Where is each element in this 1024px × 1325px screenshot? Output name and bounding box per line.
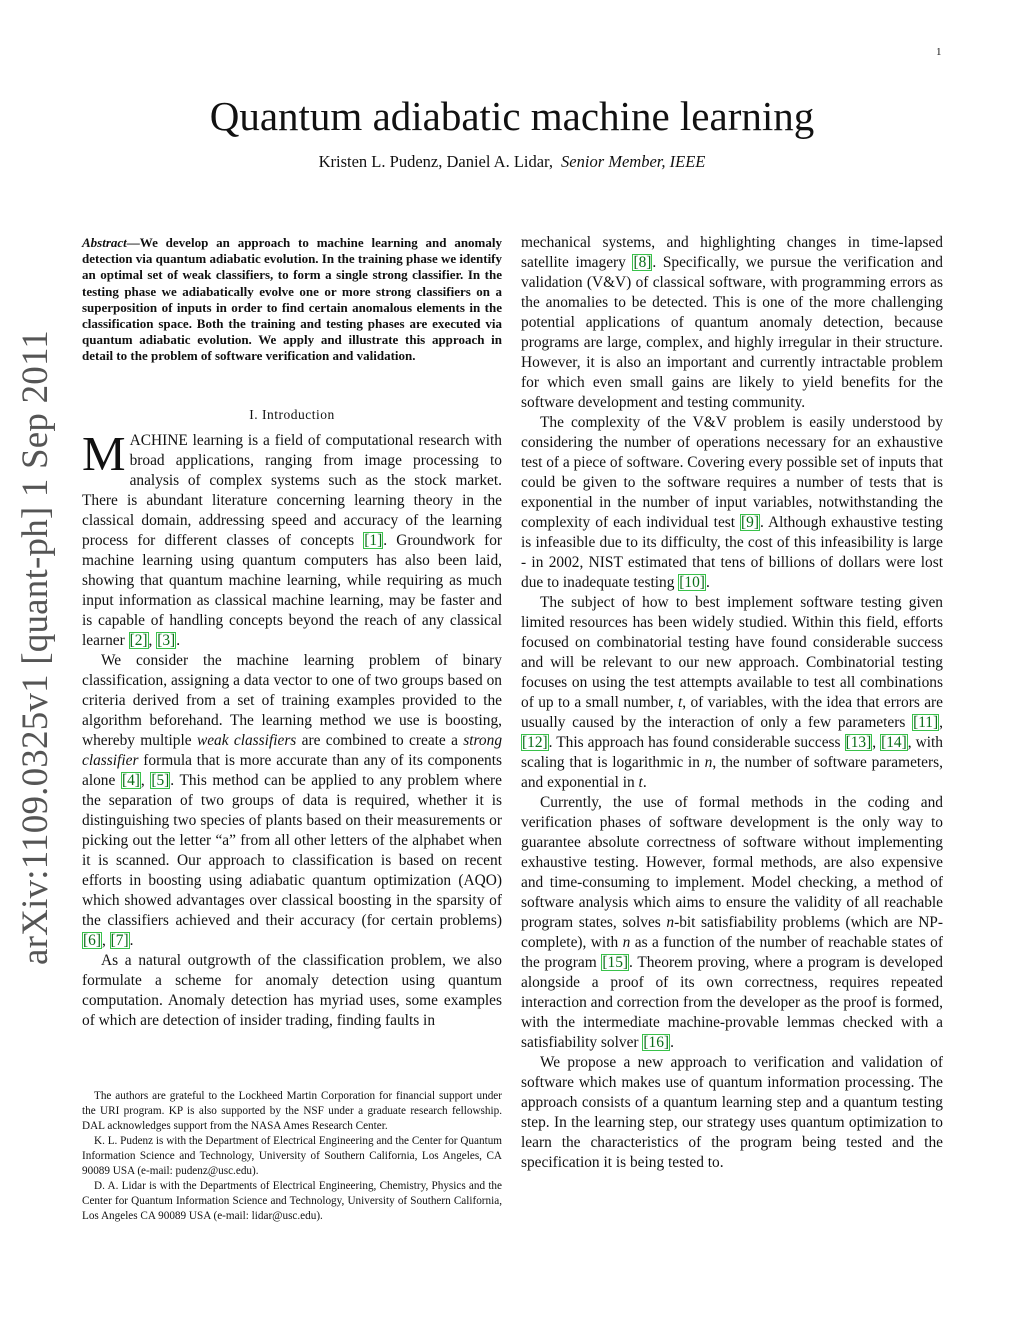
text-run: , the number of software parameters, and exponential in [521,754,943,791]
paper-title: Quantum adiabatic machine learning [209,93,815,139]
text-run: . This method can be applied to any problem where the separation of two groups of data is required, whether it is distinguishing two species of plants based on their measurements or picking out the letter “a” from all other letters of the alphabet when it is scanned. Our approach to classification is based on recent efforts in boosting using adiabatic quantum optimization (AQO) which showed advantages over classical boosting in the sparsity of the classifiers achieved and their accuracy (for certain problems) [82,771,502,929]
citation-link[interactable]: [2] [129,631,148,649]
text-run: We consider the machine learning problem of binary classification, assigning a data vector to one of two groups based on criteria derived from a set of training examples provided to the algorithm beforehand. The learning method we use is boosting, whereby multiple [82,651,502,749]
abstract-text: —We develop an approach to machine learning and anomaly detection via quantum adiabatic evolution. In the training phase we identify an optimal set of weak classifiers, to form a single strong classifier. In the testing phase we adiabatically evolve one or more strong classifiers on a superposition of inputs in order to find certain anomalous elements in the classification space. Both the training and testing phases are executed via quantum adiabatic evolution. We apply and illustrate this approach in detail to the problem of software verification and validation. [82,235,503,364]
math-symbol: t [638,774,643,791]
text-run: , [939,714,943,731]
text-run: , [101,931,110,949]
right-paragraph-3 [521,593,943,793]
text-run: -bit satisfiability problems (which are NP-complete), with [521,914,943,951]
text-run: . [129,931,134,949]
section-heading-introduction: I. Introduction [249,406,335,422]
dropcap: M [82,425,126,481]
abstract-label: Abstract [82,235,127,250]
left-column [82,235,502,1031]
citation-link[interactable]: [4] [121,771,140,789]
citation-link[interactable]: [12] [522,734,548,751]
citation-link[interactable]: [1] [364,531,383,549]
citation-link[interactable]: [6] [83,931,101,949]
abstract [82,235,502,365]
text-run: , of variables, with the idea that errors are usually caused by the interaction of only a few parameters [521,694,943,731]
text-run: . Theorem proving, where a program is developed alongside a proof of its own correctness, requires repeated interaction and correction from the developer as the proof is formed, with the intermediate machine-provable lemmas checked with a satisfiability solver [521,954,944,1051]
citation-link[interactable]: [7] [110,931,129,949]
citation-link[interactable]: [3] [157,631,176,649]
arxiv-identifier-stamp[interactable]: arXiv:1109.0325v1 [quant-ph] 1 Sep 2011 [15,330,56,965]
citation-link[interactable]: [13] [845,734,872,751]
text-run: . Although exhaustive testing is infeasible due to its difficulty, the cost of this infeasibility is large - in 2002, NIST estimated that tens of billions of dollars were lost due to inadequate testing [521,514,943,591]
text-run: . Groundwork for machine learning using quantum computers has also been laid, showing that quantum machine learning, while requiring as much input information as classical machine learning, may be faster and is capable of handling concepts beyond the reach of any classical learner [82,531,503,649]
citation-link[interactable]: [8] [633,254,652,271]
intro-paragraph-2 [82,651,502,951]
footnote-affiliation-lidar: D. A. Lidar is with the Departments of Electrical Engineering, Chemistry, Physics and the Center for Quantum Information Science and Technology, University of Southern California, Los Angeles CA 90089 USA (e-mail: lidar@usc.edu). [82,1180,502,1222]
text-run: . [705,574,710,591]
text-run: as a function of the number of reachable states of the program [521,934,943,971]
text-run: , [140,771,151,789]
text-run: are combined to create a [296,731,464,749]
text-run: Currently, the use of formal methods in the coding and verification phases of software development is the only way to guarantee absolute correctness of software without implementing exhaustive testing. However, formal methods, are also expensive and time-consuming to implement. Model checking, a method of software analysis which aims to ensure the validity of all reachable program states, solves [521,794,943,931]
math-symbol: n [704,754,713,771]
right-paragraph-4 [521,793,943,1053]
math-symbol: n [622,934,631,951]
intro-paragraph-1 [82,425,503,651]
emphasis: strong classifier [82,731,503,769]
text-run: The complexity of the V&V problem is easily understood by considering the number of operations necessary for an exhaustive test of a piece of software. Covering every possible set of inputs that could be given to the software requires a number of tests that is exponential in the number of input variables, notwithstanding the complexity of each individual test [521,414,943,531]
text-run: , [872,734,881,751]
text-run: , with scaling that is logarithmic in [521,734,944,771]
footnote-funding: The authors are grateful to the Lockheed Martin Corporation for financial support under the URI program. KP is also supported by the NSF under a graduate research fellowship. DAL acknowledges support from the NASA Ames Research Center. [82,1090,502,1132]
author-names: Kristen L. Pudenz, Daniel A. Lidar, [318,152,554,171]
emphasis: weak classifiers [196,731,297,749]
text-run: . [670,1034,674,1051]
citation-link[interactable]: [5] [151,771,170,789]
text-run: . This approach has found considerable success [548,734,845,751]
text-run: . [642,774,647,791]
text-run: formula that is more accurate than any of its components alone [82,751,502,789]
text-run: . Specifically, we pursue the verification and validation (V&V) of classical software, with programming errors as the anomalies to be detected. This is one of the more challenging potential applications of quantum anomaly detection, because programs are large, complex, and highly irregular in their structure. However, it is also an important and currently intractable problem for which even small gains are likely to yield benefits for the software development and testing community. [521,254,943,411]
right-paragraph-1 [521,233,943,413]
text-run: The subject of how to best implement software testing given limited resources has been widely studied. Within this field, efforts focused on combinatorial testing have found considerable success and will be relevant to our new approach. Combinatorial testing focuses on using the test attempts available to test all combinations of up to a small number, [521,594,943,711]
footnotes [82,1089,502,1224]
page-number: 1 [936,46,942,58]
math-symbol: n [666,914,675,931]
author-line [0,152,1024,172]
right-column [521,233,943,1173]
footnote-affiliation-pudenz: K. L. Pudenz is with the Department of Electrical Engineering and the Center for Quantum Information Science and Technology, University of Southern California, Los Angeles, CA 90089 USA (e-mail: pudenz@usc.edu). [82,1135,502,1177]
intro-paragraph-3: As a natural outgrowth of the classification problem, we also formulate a scheme for anomaly detection using quantum computation. Anomaly detection has myriad uses, some examples of which are detection of insider trading, finding faults in [82,951,502,1029]
text-run: ACHINE learning is a field of computational research with broad applications, ranging from image processing to analysis of complex systems such as the stock market. There is abundant literature concerning learning theory in the classical domain, addressing speed and accuracy of the learning process for different classes of concepts [82,431,502,549]
right-paragraph-2 [521,413,943,593]
citation-link[interactable]: [14] [881,734,907,751]
math-symbol: t [677,694,683,711]
citation-link[interactable]: [9] [741,514,759,531]
citation-link[interactable]: [16] [643,1034,670,1051]
text-run: mechanical systems, and highlighting changes in time-lapsed satellite imagery [521,234,943,271]
text-run: . [176,631,181,649]
citation-link[interactable]: [11] [913,714,939,731]
author-membership: Senior Member, IEEE [561,152,706,171]
text-run: , [148,631,157,649]
citation-link[interactable]: [10] [679,574,705,591]
citation-link[interactable]: [15] [602,954,629,971]
right-paragraph-5: We propose a new approach to verification and validation of software which makes use of quantum information processing. The approach consists of a quantum learning step and a quantum testing step. In the learning step, our strategy uses quantum optimization to learn the characteristics of the program being tested and the specification it is being tested to. [521,1054,943,1171]
